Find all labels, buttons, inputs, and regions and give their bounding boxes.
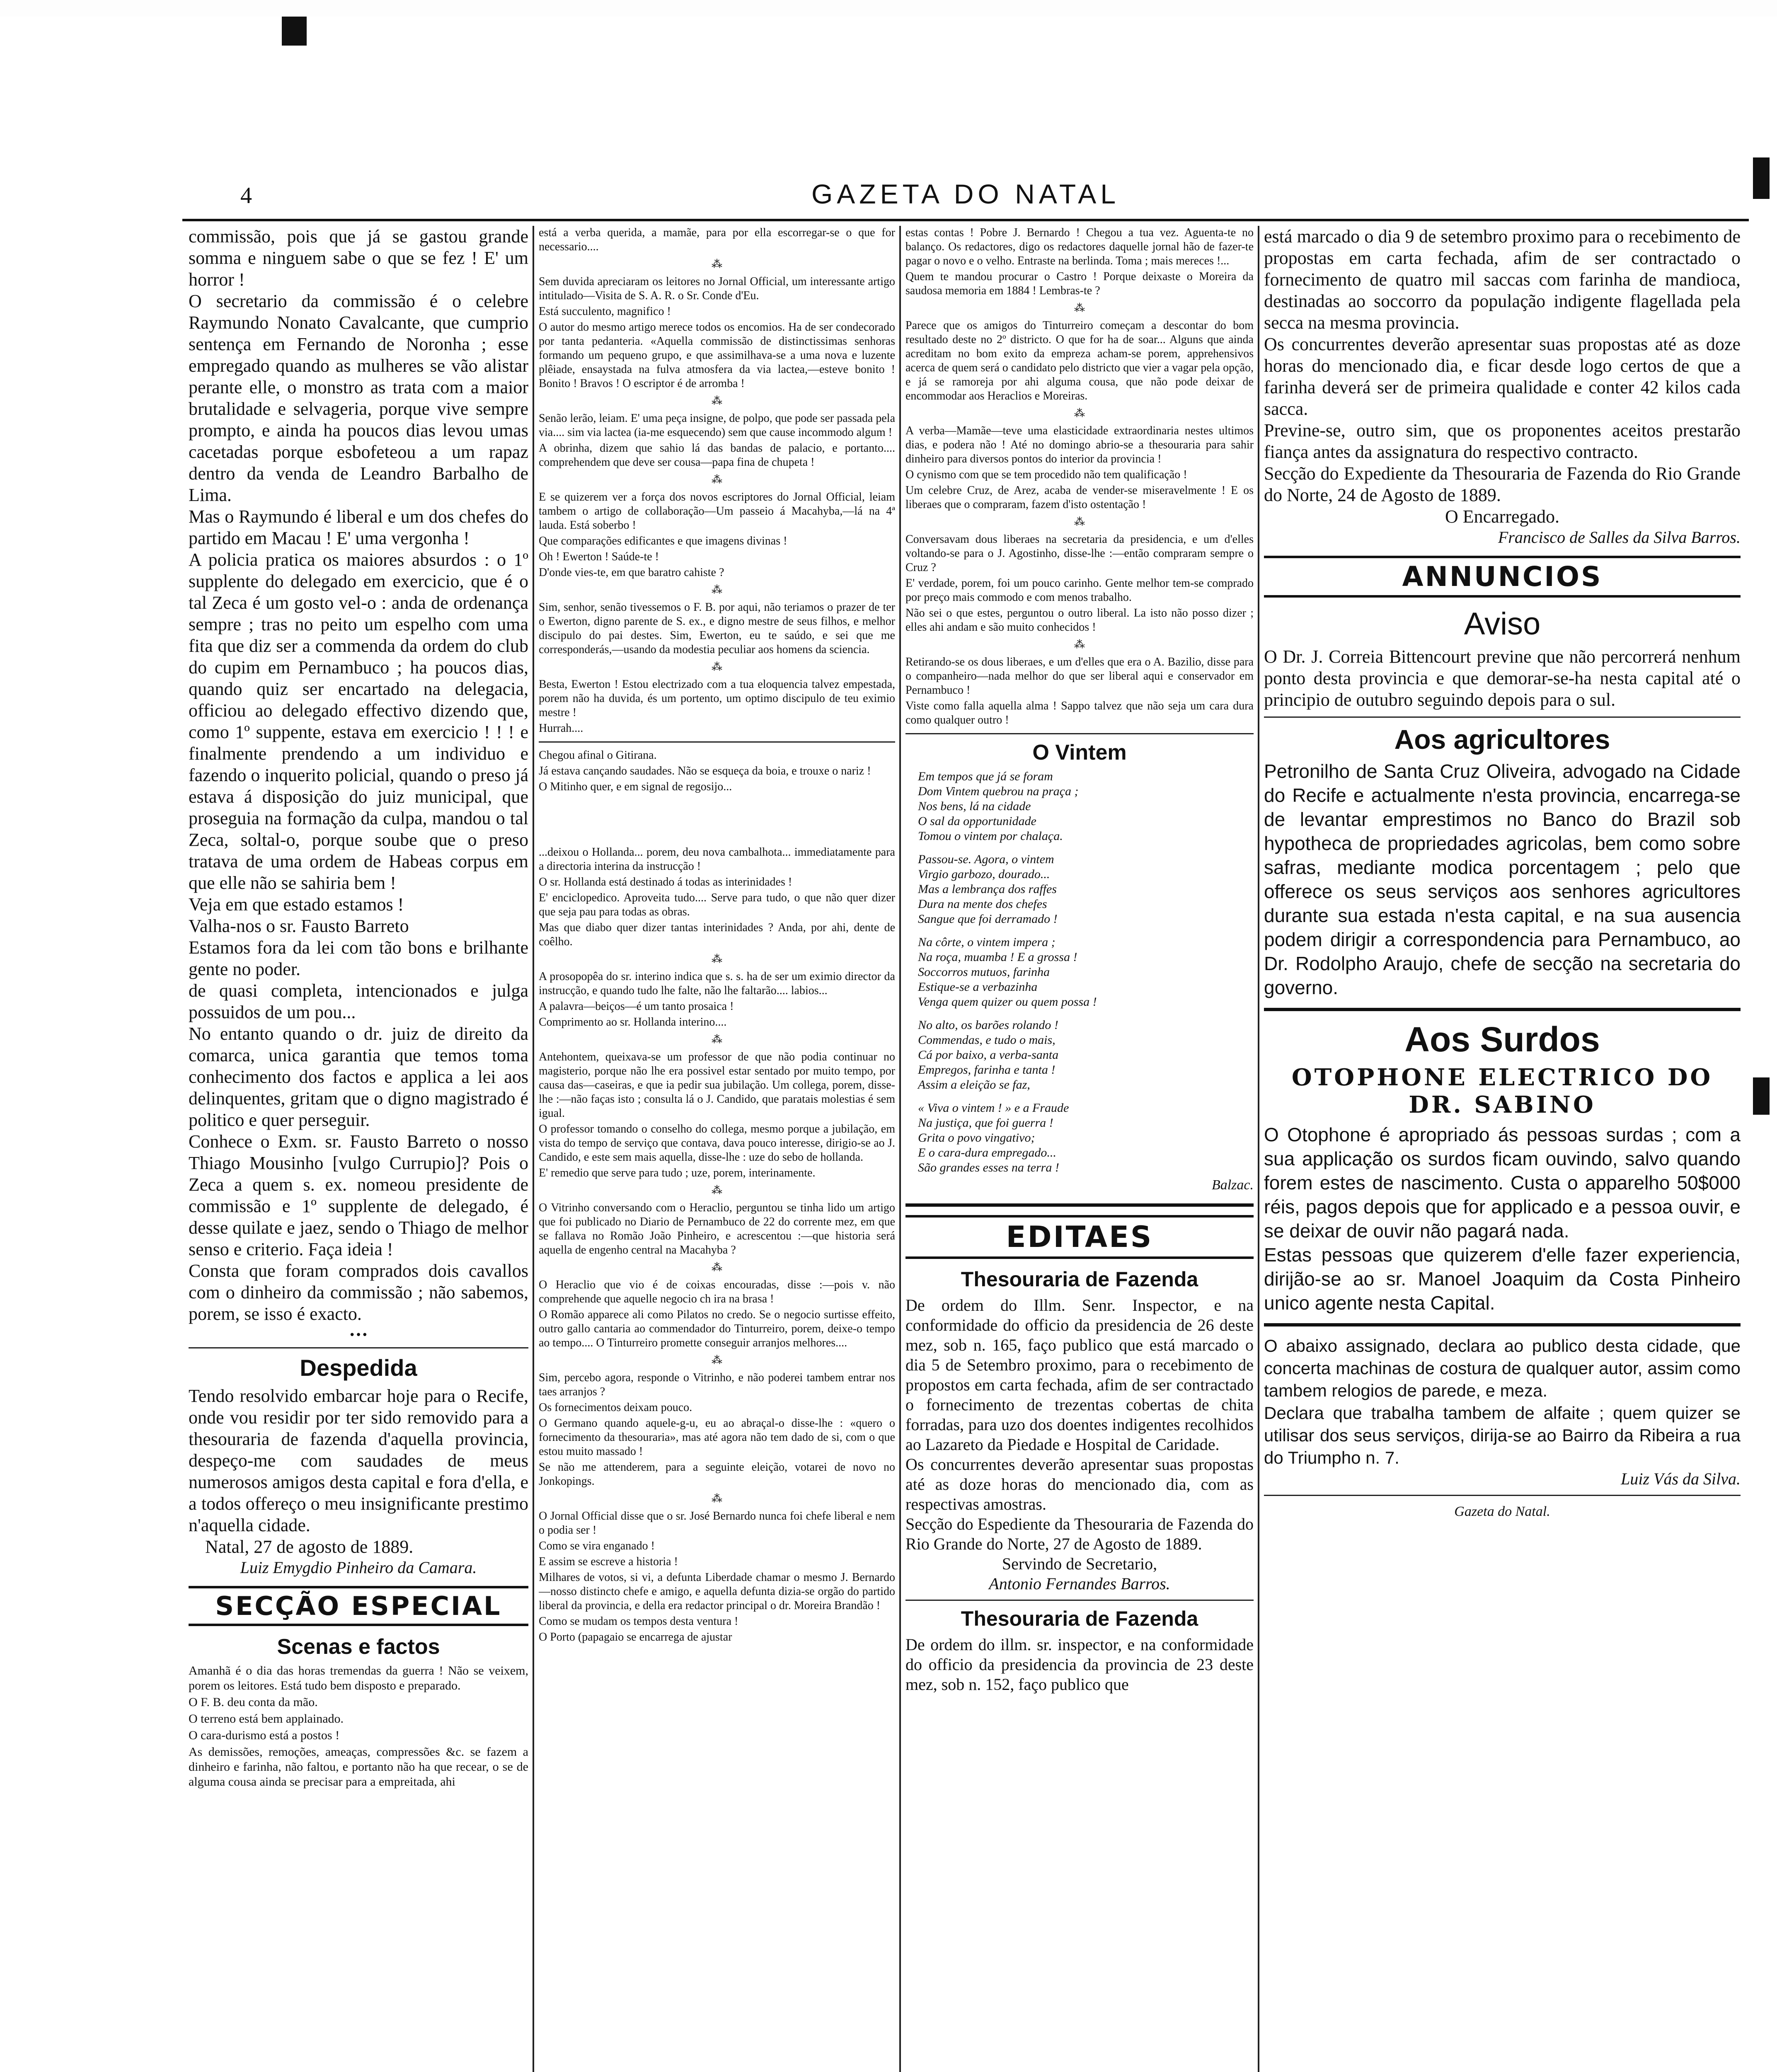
surdos-text: O Otophone é apropriado ás pessoas surdas ; com a sua applicação os surdos ficam ouvindo, salvo quando forem estes de nascimento. Custa o apparelho 50$000 réis, pagos depois que for applicado e a pessoa ouvir, e se deixar de ouvir não pagará nada.	[1264, 1124, 1741, 1242]
article-paragraph: Mas o Raymundo é liberal e um dos chefes do partido em Macau ! E' uma vergonha !	[189, 506, 528, 548]
section-rule	[905, 1600, 1254, 1601]
article-paragraph: Valha-nos o sr. Fausto Barreto	[189, 916, 409, 936]
surdos-text: Estas pessoas que quizerem d'elle fazer experiencia, dirijão-se ao sr. Manoel Joaquim da Costa Pinheiro unico agente nesta Capital.	[1264, 1244, 1741, 1314]
poem-line: Na côrte, o vintem impera ;	[918, 935, 1056, 949]
article-paragraph: O autor do mesmo artigo merece todos os encomios. Ha de ser condecorado por tanta pedanteria. «Aquella commissão de distinctissimas senhoras formando um pequeno grupo, e que assimilhava-se a uma nova e luzente plêiade, ensaystada na fulva atmosfera da via lactea,—esteve bonito ! Bonito ! Bravos ! O escriptor é de arromba !	[539, 321, 895, 390]
margin-mark-icon	[1753, 157, 1770, 199]
edital-text: Servindo de Secretario,	[1002, 1554, 1157, 1573]
article-paragraph: Como se vira enganado !	[539, 1539, 655, 1552]
poem-line: Assim a eleição se faz,	[918, 1078, 1030, 1092]
header-rule	[182, 219, 1749, 221]
poem-line: São grandes esses na terra !	[918, 1161, 1059, 1174]
article-paragraph: Antehontem, queixava-se um professor de que não podia continuar no magisterio, porque não lhe era possivel estar sentado por muito tempo, por causa das—caseiras, e que ia pedir sua jubilação. Um collega, porem, disse-lhe :—não faças isto ; consulta lá o J. Candido, que paratais molestias é sem igual.	[539, 1051, 895, 1120]
article-paragraph: E se quizerem ver a força dos novos escriptores do Jornal Official, leiam tambem o artigo de collaboração—Um passeio á Macahyba,—lá na 4ª lauda. Está soberbo !	[539, 491, 895, 532]
edital-text: Previne-se, outro sim, que os proponentes aceitos prestarão fiança antes da assignatura do respectivo contracto.	[1264, 420, 1741, 462]
scenas-paragraph: O terreno está bem applainado.	[189, 1712, 344, 1726]
aviso-title: Aviso	[1464, 606, 1541, 641]
article-paragraph: está a verba querida, a mamãe, para por ella escorregar-se o que for necessario....	[539, 226, 895, 253]
article-paragraph: estas contas ! Pobre J. Bernardo ! Chegou a tua vez. Aguenta-te no balanço. Os redactores, digo os redactores daquelle jornal hão de fazer-te pagar o novo e o velho. Entraste na berlinda. Toma ; mais mereces !...	[905, 226, 1254, 267]
article-paragraph: Se não me attenderem, para a seguinte eleição, votarei de novo no Jonkopings.	[539, 1461, 895, 1488]
margin-mark-icon	[1753, 1077, 1770, 1115]
scenas-title: Scenas e factos	[277, 1635, 440, 1659]
separator-dots: ⁂	[712, 661, 722, 673]
article-paragraph: Besta, Ewerton ! Estou electrizado com a tua eloquencia talvez empestada, porem não ha duvida, és um portento, um optimo discipulo de teu eximio mestre !	[539, 678, 895, 719]
separator-dots: ⁂	[1074, 407, 1085, 420]
edital-text: Secção do Espediente da Thesouraria de Fazenda do Rio Grande do Norte, 27 de Agosto de 1889.	[905, 1515, 1254, 1553]
article-paragraph: No entanto quando o dr. juiz de direito da comarca, unica garantia que temos toma conhecimento dos factos e applica a lei aos delinquentes, gritam que o digno magistrado é politico e quer perseguir.	[189, 1024, 528, 1130]
article-paragraph: A policia pratica os maiores absurdos : o 1º supplente do delegado em exercicio, que é o tal Zeca é um gosto vel-o : anda de ordenança sempre ; tras no peito um espelho com uma fita que diz ser a commenda da ordem do club do cupim em Pernambuco ; ha poucos dias, quando quiz ser encartado na delegacia, officiou ao delegado effectivo dizendo que, como 1º suppente, estava em exercicio ! ! ! e finalmente prendendo a um individuo e fazendo o inquerito policial, quando o preso já estava á disposição do juiz municipal, que proseguia na formação da culpa, mandou o tal Zeca, soltal-o, porque soube que o preso tratava de uma ordem de Habeas corpus em que elle não se sahiria bem !	[189, 549, 528, 893]
article-paragraph: Veja em que estado estamos !	[189, 894, 404, 915]
poem-line: O sal da opportunidade	[918, 814, 1036, 828]
poem-line: Na justiça, que foi guerra !	[918, 1116, 1053, 1130]
masthead-title: GAZETA DO NATAL	[811, 179, 1120, 209]
article-paragraph: O Heraclio que vio é de coixas encouradas, disse :—pois v. não comprehende que aquelle negocio ch ira na brasa !	[539, 1278, 895, 1305]
article-paragraph: E' enciclopedico. Aproveita tudo.... Serve para tudo, o que não quer dizer que seja pau para todas as obras.	[539, 891, 895, 918]
article-paragraph: Conhece o Exm. sr. Fausto Barreto o nosso Thiago Mousinho [vulgo Currupio]? Pois o Zeca a quem s. ex. nomeou presidente de commissão e 1º supplente de delegado, é desse quilate e jaez, sendo o Thiago de melhor senso e criterio. Faça ideia !	[189, 1131, 528, 1259]
poem-title: O Vintem	[1032, 741, 1127, 765]
separator-dots: ⁂	[1074, 302, 1085, 315]
page-top-edge	[0, 0, 1777, 17]
aviso-text: O Dr. J. Correia Bittencourt previne que não percorrerá nenhum ponto desta provincia e que demorar-se-ha nesta capital até o principio de outubro seguindo depois para o sul.	[1264, 646, 1741, 710]
section-rule	[1264, 716, 1741, 718]
scenas-paragraph: O cara-durismo está a postos !	[189, 1728, 340, 1742]
abaixo-text: Declara que trabalha tambem de alfaite ; quem quizer se utilisar dos seus serviços, dirija-se ao Bairro da Ribeira a rua do Triumpho n. 7.	[1264, 1403, 1741, 1467]
article-paragraph: E' remedio que serve para tudo ; uze, porem, interinamente.	[539, 1167, 816, 1179]
article-paragraph: O Romão apparece ali como Pilatos no credo. Se o negocio surtisse effeito, outro gallo cantaria ao commendador do Tinturreiro, porem, deixe-o tempo ao tempo.... O Tinturreiro promette conseguir arranjos melhores....	[539, 1308, 895, 1349]
poem-line: Passou-se. Agora, o vintem	[918, 852, 1054, 866]
article-paragraph: commissão, pois que já se gastou grande somma e ninguem sabe o que se fez ! E' um horror !	[189, 226, 528, 290]
poem-line: Cá por baixo, a verba-santa	[918, 1048, 1059, 1062]
poem-line: Tomou o vintem por chalaça.	[918, 829, 1063, 843]
column-3	[905, 226, 1254, 2072]
separator-dots: ⁂	[712, 1184, 722, 1197]
damaged-area	[539, 796, 895, 845]
article-paragraph: E' verdade, porem, foi um pouco carinho. Gente melhor tem-se comprado por preço mais commodo e com menos trabalho.	[905, 577, 1254, 604]
article-paragraph: Conversavam dous liberaes na secretaria da presidencia, e um d'elles voltando-se para o J. Agostinho, disse-lhe :—então compraram sempre o Cruz ?	[905, 533, 1254, 574]
poem-line: Virgio garbozo, dourado...	[918, 867, 1050, 881]
editaes-title: EDITAES	[905, 1215, 1254, 1259]
edital-text: De ordem do Illm. Senr. Inspector, e na conformidade do officio da presidencia de 26 deste mez, sob n. 165, faço publico que está marcado o dia 5 de Setembro proximo, para o recebimento de propostos em carta fechada, afim de ser contractado o fornecimento de trezentas cobertas de chita forradas, para uzo dos doentes indigentes recolhidos ao Lazareto da Piedade e Hospital de Caridade.	[905, 1296, 1254, 1454]
separator-dots: ⁂	[712, 584, 722, 596]
separator-dots: ⁂	[712, 1493, 722, 1505]
article-paragraph: Comprimento ao sr. Hollanda interino....	[539, 1016, 727, 1029]
article-paragraph: Sem duvida apreciaram os leitores no Jornal Official, um interessante artigo intitulado—Visita de S. A. R. o Sr. Conde d'Eu.	[539, 275, 895, 302]
edital-text: Os concurrentes deverão apresentar suas propostas até as doze horas do mencionado dia, e ficar desde logo certos de que a farinha deverá ser de primeira qualidade e conter 42 kilos cada sacca.	[1264, 334, 1741, 419]
despedida-signature: Luiz Emygdio Pinheiro da Camara.	[240, 1558, 477, 1577]
annuncios-title: ANNUNCIOS	[1264, 556, 1741, 598]
poem-line: Empregos, farinha e tanta !	[918, 1063, 1056, 1077]
article-paragraph: D'onde vies-te, em que baratro cahiste ?	[539, 566, 724, 579]
otophone-title: OTOPHONE ELECTRICO DO DR. SABINO	[1291, 1064, 1713, 1118]
separator-dots: ⁂	[1074, 639, 1085, 651]
article-paragraph: Que comparações edificantes e que imagens divinas !	[539, 535, 787, 547]
poem-line: Commendas, e tudo o mais,	[918, 1033, 1056, 1047]
section-rule	[539, 741, 895, 743]
article-paragraph: A verba—Mamãe—teve uma elasticidade extraordinaria nestes ultimos dias, e podera não ! Até no domingo abrio-se a thesouraria para sahir dinheiro para diversos pontos do interior da provincia !	[905, 424, 1254, 465]
page-header	[182, 178, 1749, 215]
abaixo-signature: Luiz Vás da Silva.	[1621, 1469, 1741, 1488]
edital-text: Secção do Expediente da Thesouraria de Fazenda do Rio Grande do Norte, 24 de Agosto de 1889.	[1264, 463, 1741, 505]
article-paragraph: Oh ! Ewerton ! Saúde-te !	[539, 550, 659, 563]
column-2	[539, 226, 895, 2072]
poem-body	[905, 769, 1254, 1175]
poem-line: Venga quem quizer ou quem possa !	[918, 995, 1097, 1009]
separator-dots: ⁂	[712, 474, 722, 486]
edital-title: Thesouraria de Fazenda	[961, 1268, 1198, 1291]
article-paragraph: Chegou afinal o Gitirana.	[539, 749, 657, 762]
footer-signature: Gazeta do Natal.	[1454, 1504, 1550, 1519]
abaixo-text: O abaixo assignado, declara ao publico desta cidade, que concerta machinas de costura de qualquer autor, assim como tambem relogios de parede, e meza.	[1264, 1336, 1741, 1400]
column-1	[189, 226, 528, 2072]
article-paragraph: Como se mudam os tempos desta ventura !	[539, 1615, 738, 1628]
article-paragraph: E assim se escreve a historia !	[539, 1555, 678, 1568]
edital-signature: Antonio Fernandes Barros.	[989, 1574, 1170, 1593]
separator-dots: ⁂	[712, 395, 722, 407]
article-paragraph: O secretario da commissão é o celebre Raymundo Nonato Cavalcante, que cumprio sentença em Fernando de Noronha ; esse empregado quando as mulheres se vão alistar perante elle, o monstro as trata com a maior brutalidade e selvageria, porque vive sempre prompto, e ainda ha poucos dias levou umas cacetadas porque esbofeteou a um rapaz dentro da venda de Leandro Barbalho de Lima.	[189, 291, 528, 505]
article-paragraph: Já estava cançando saudades. Não se esqueça da boia, e trouxe o nariz !	[539, 765, 871, 777]
article-paragraph: de quasi completa, intencionados e julga possuidos de um pou...	[189, 980, 528, 1022]
column-divider	[899, 226, 901, 2072]
column-divider	[1258, 226, 1259, 2072]
article-paragraph: O cynismo com que se tem procedido não tem qualificação !	[905, 468, 1187, 481]
scenas-paragraph: As demissões, remoções, ameaças, compressões &c. se fazem a dinheiro e farinha, não faltou, e portanto não ha que recear, o se de alguma cousa ainda se precisar para a empreitada, ahi	[189, 1745, 528, 1789]
article-paragraph: Os fornecimentos deixam pouco.	[539, 1401, 692, 1414]
article-paragraph: A prosopopêa do sr. interino indica que s. s. ha de ser um eximio director da instrucção, e quando tudo lhe falte, não lhe faltarão.... labios...	[539, 970, 895, 997]
agricultores-title: Aos agricultores	[1394, 724, 1610, 755]
margin-mark-icon	[282, 17, 307, 46]
edital-text: Os concurrentes deverão apresentar suas propostas até as doze horas do mencionado dia, com as respectivas amostras.	[905, 1455, 1254, 1513]
poem-line: Sangue que foi derramado !	[918, 912, 1058, 926]
poem-line: Dura na mente dos chefes	[918, 897, 1047, 911]
poem-line: Em tempos que já se foram	[918, 770, 1053, 783]
poem-line: No alto, os barões rolando !	[918, 1018, 1058, 1032]
article-paragraph: Milhares de votos, si vi, a defunta Liberdade chamar o mesmo J. Bernardo—nosso distincto chefe e amigo, e aquella defunta dizia-se orgão do partido liberal da provincia, e della era redactor principal o dr. Moreira Brandão !	[539, 1571, 895, 1612]
article-paragraph: Está succulento, magnifico !	[539, 305, 671, 318]
article-paragraph: Um celebre Cruz, de Arez, acaba de vender-se miseravelmente ! E os liberaes que o compraram, fazem d'isto ostentação !	[905, 484, 1254, 511]
article-paragraph: Quem te mandou procurar o Castro ! Porque deixaste o Moreira da saudosa memoria em 1884 ! Lembras-te ?	[905, 270, 1254, 297]
despedida-text: Tendo resolvido embarcar hoje para o Recife, onde vou residir por ter sido removido para a thesouraria de fazenda d'aquella provincia, despeço-me com saudades de meus numerosos amigos desta capital e fora d'ella, e a todos offereço o meu insignificante prestimo n'aquella cidade.	[189, 1386, 528, 1535]
poem-line: Mas a lembrança dos raffes	[918, 882, 1057, 896]
article-paragraph: Sim, percebo agora, responde o Vitrinho, e não poderei tambem entrar nos taes arranjos ?	[539, 1371, 895, 1398]
poem-line: « Viva o vintem ! » e a Fraude	[918, 1101, 1069, 1115]
article-paragraph: ...deixou o Hollanda... porem, deu nova cambalhota... immediatamente para a directoria interina da instrucção !	[539, 846, 895, 873]
section-rule	[905, 733, 1254, 734]
scenas-paragraph: O F. B. deu conta da mão.	[189, 1695, 318, 1709]
article-paragraph: A palavra—beiços—é um tanto prosaica !	[539, 1000, 734, 1013]
article-paragraph: O Jornal Official disse que o sr. José Bernardo nunca foi chefe liberal e nem o podia ser !	[539, 1510, 895, 1537]
poem-line: Grita o povo vingativo;	[918, 1131, 1035, 1145]
poem-signature: Balzac.	[1211, 1177, 1254, 1193]
article-paragraph: Mas que diabo quer dizer tantas interinidades ? Anda, por ahi, dente de coêlho.	[539, 921, 895, 948]
poem-line: E o cara-dura empregado...	[918, 1146, 1056, 1159]
article-paragraph: O Mitinho quer, e em signal de regosijo...	[539, 780, 732, 793]
page-number: 4	[240, 183, 252, 208]
article-paragraph: A obrinha, dizem que sahio lá das bandas de palacio, e portanto.... comprehendem que deve ser cousa—papa fina de chupeta !	[539, 442, 895, 469]
separator-dots: ⁂	[1074, 516, 1085, 528]
edital-title: Thesouraria de Fazenda	[961, 1607, 1198, 1630]
poem-line: Soccorros mutuos, farinha	[918, 965, 1050, 979]
separator-dots: •••	[349, 1329, 368, 1341]
article-paragraph: O professor tomando o conselho do collega, mesmo porque a jubilação, em vista do tempo de serviço que contava, dava pouco interesse, dirigio-se ao J. Candido, e este sem mais aquella, disse-lhe : uze do sebo de hollanda.	[539, 1123, 895, 1164]
despedida-title: Despedida	[300, 1355, 417, 1381]
poem-line: Estique-se a verbazinha	[918, 980, 1038, 994]
separator-dots: ⁂	[712, 1354, 722, 1367]
section-rule	[1264, 1008, 1741, 1011]
article-paragraph: Estamos fora da lei com tão bons e brilhante gente no poder.	[189, 937, 528, 979]
poem-line: Nos bens, lá na cidade	[918, 799, 1031, 813]
article-paragraph: Retirando-se os dous liberaes, e um d'elles que era o A. Bazilio, disse para o companheiro—nada melhor do que ser liberal aqui e conservador em Pernambuco !	[905, 656, 1254, 697]
seccao-especial-title: SECÇÃO ESPECIAL	[189, 1586, 528, 1626]
article-paragraph: Parece que os amigos do Tinturreiro começam a descontar do bom resultado deste no 2º districto. O que for ha de soar... Alguns que ainda acreditam no bom exito da empreza acham-se porem, apprehensivos acerca de quem será o candidato pelo districto que vier a vagar pela opção, e já se ramoreja por ahi alguma cousa, que não pode deixar de encommodar aos Heraclios e Moreiras.	[905, 319, 1254, 402]
article-paragraph: Hurrah....	[539, 722, 583, 735]
article-paragraph: O Vitrinho conversando com o Heraclio, perguntou se tinha lido um artigo que foi publicado no Diario de Pernambuco de 22 do corrente mez, em que se fallava no Romão João Pinheiro, e acrescentou :—que historia será aquella de engenho central na Macahyba ?	[539, 1201, 895, 1256]
edital-signature: Francisco de Salles da Silva Barros.	[1498, 528, 1741, 547]
article-paragraph: O sr. Hollanda está destinado á todas as interinidades !	[539, 876, 792, 888]
section-rule	[1264, 1323, 1741, 1326]
article-paragraph: Viste como falla aquella alma ! Sappo talvez que não seja um cara dura como qualquer outro !	[905, 700, 1254, 726]
separator-dots: ⁂	[712, 953, 722, 966]
column-divider	[533, 226, 534, 2072]
section-rule	[189, 1347, 528, 1348]
surdos-title: Aos Surdos	[1404, 1020, 1600, 1059]
agricultores-text: Petronilho de Santa Cruz Oliveira, advogado na Cidade do Recife e actualmente n'esta provincia, encarrega-se de levantar emprestimos no Banco do Brazil sob hypotheca de propriedades agricolas, bem como sobre safras, mediante modica porcentagem ; pelo que offerece os seus serviços aos senhores agricultores durante sua estada n'esta capital, e na sua ausencia podem dirigir a correspondencia para Pernambuco, ao Dr. Rodolpho Araujo, chefe de secção na secretaria do governo.	[1264, 760, 1741, 998]
section-rule	[1264, 1495, 1741, 1496]
article-paragraph: O Germano quando aquele-g-u, eu ao abraçal-o disse-lhe : «quero o fornecimento da thesouraria», mas até agora não tem dado de si, com o que estou muito massado !	[539, 1417, 895, 1458]
scenas-paragraph: Amanhã é o dia das horas tremendas da guerra ! Não se veixem, porem os leitores. Está tudo bem disposto e preparado.	[189, 1664, 528, 1692]
separator-dots: ⁂	[712, 1261, 722, 1274]
article-paragraph: Não sei o que estes, perguntou o outro liberal. La isto não posso dizer ; elles ahi andam e são muito conhecidos !	[905, 607, 1254, 634]
separator-dots: ⁂	[712, 258, 722, 271]
section-rule	[905, 1203, 1254, 1207]
article-paragraph: O Porto (papagaio se encarrega de ajustar	[539, 1631, 732, 1644]
separator-dots: ⁂	[712, 1034, 722, 1046]
edital-text: De ordem do illm. sr. inspector, e na conformidade do officio da presidencia da provincia de 23 deste mez, sob n. 152, faço publico que	[905, 1635, 1254, 1694]
article-paragraph: Consta que foram comprados dois cavallos com o dinheiro da commissão ; não sabemos, porem, se isso é exacto.	[189, 1261, 528, 1324]
despedida-date: Natal, 27 de agosto de 1889.	[205, 1537, 414, 1557]
edital-text: está marcado o dia 9 de setembro proximo para o recebimento de propostas em carta fechada, afim de ser contractado o fornecimento de quatro mil saccas com farinha de mandioca, destinadas ao soccorro da população indigente flagellada pela secca na mesma provincia.	[1264, 226, 1741, 333]
edital-text: O Encarregado.	[1445, 506, 1560, 527]
article-paragraph: Sim, senhor, senão tivessemos o F. B. por aqui, não teriamos o prazer de ter o Ewerton, digno parente de S. ex., e digno mestre de seus filhos, e melhor discipulo do pai destes. Sim, Ewerton, eu te saúdo, e sei que me corresponderás,—usando da modestia peculiar aos homens da sciencia.	[539, 601, 895, 656]
column-4	[1264, 226, 1741, 2072]
article-paragraph: Senão lerão, leiam. E' uma peça insigne, de polpo, que pode ser passada pela via.... sim via lactea (ia-me esquecendo) sem que cause incommodo algum !	[539, 412, 895, 439]
poem-line: Dom Vintem quebrou na praça ;	[918, 784, 1079, 798]
poem-line: Na roça, muamba ! E a grossa !	[918, 950, 1077, 964]
